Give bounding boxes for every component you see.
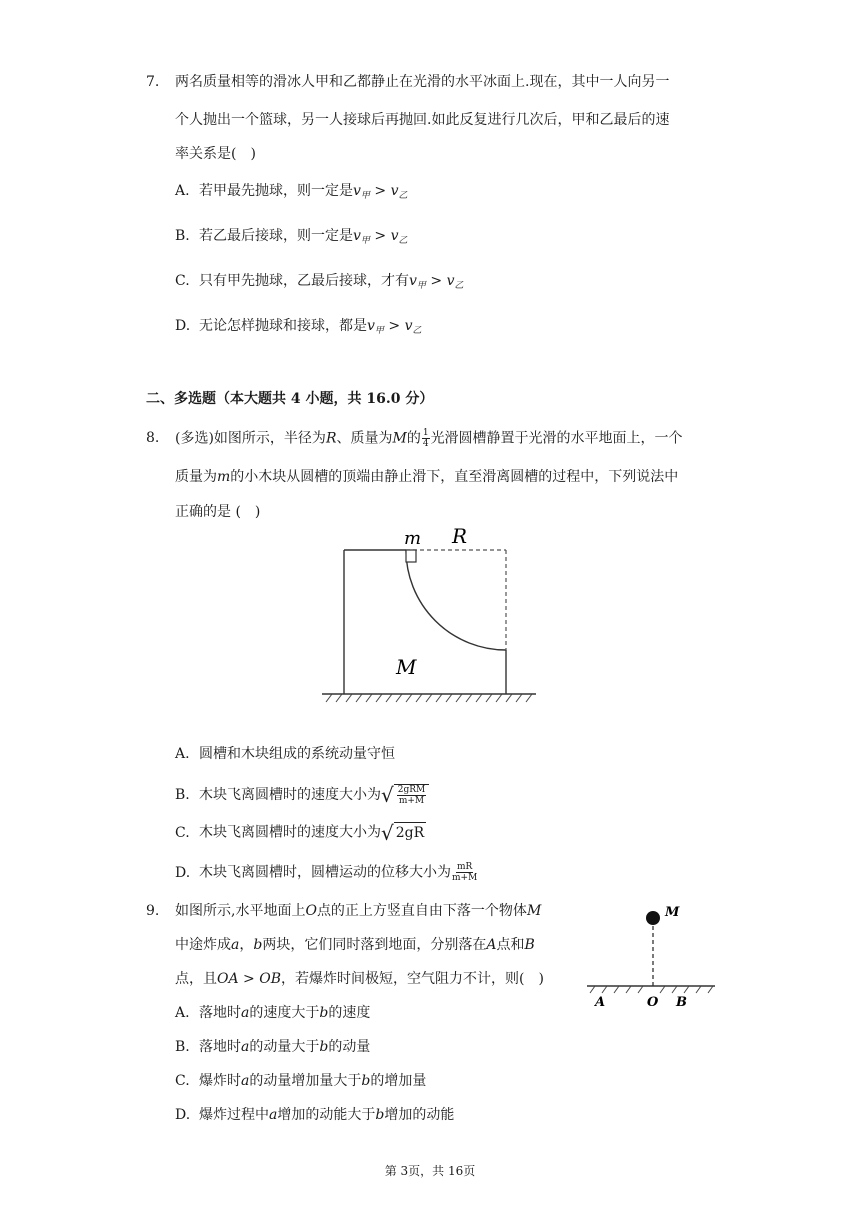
q9-option-a[interactable]: A. 落地时a的速度大于b的速度 xyxy=(175,1005,371,1021)
q8-option-d[interactable] xyxy=(175,862,478,883)
section-heading: 二、多选题（本大题共 4 小题，共 16.0 分） xyxy=(146,391,434,407)
fraction-expression: $\frac{mR}{m+M}$ xyxy=(452,862,478,883)
figure-label-R: R xyxy=(452,524,468,548)
figure-label-A: A xyxy=(595,995,606,1010)
option-label: A. xyxy=(175,183,190,199)
q7-option-a[interactable]: A. 若甲最先抛球，则一定是$v_甲 > v_乙$ xyxy=(175,183,408,201)
option-label: B. xyxy=(175,228,190,244)
option-text: 木块飞离圆槽时的速度大小为 xyxy=(199,787,381,803)
option-text: 木块飞离圆槽时，圆槽运动的位移大小为 xyxy=(199,864,451,881)
q7-number: 7. xyxy=(146,74,160,90)
option-label: C. xyxy=(175,824,190,841)
q8-option-a[interactable] xyxy=(175,744,395,764)
option-label: D. xyxy=(175,318,191,334)
option-label: C. xyxy=(175,273,190,289)
sqrt-expression: √ 2gR xyxy=(381,820,425,845)
option-label: D. xyxy=(175,864,191,881)
q9-line-1: 如图所示,水平地面上O点的正上方竖直自由下落一个物体M xyxy=(175,903,542,919)
q9-option-c[interactable]: C. 爆炸时a的动量增加量大于b的增加量 xyxy=(175,1073,427,1089)
q7-option-d[interactable]: D. 无论怎样抛球和接球，都是$v_甲 > v_乙$ xyxy=(175,318,422,336)
q8-option-b[interactable] xyxy=(175,784,429,806)
q9-option-b[interactable]: B. 落地时a的动量大于b的动量 xyxy=(175,1039,371,1055)
q7-line-2: 个人抛出一个篮球，另一人接球后再抛回.如此反复进行几次后，甲和乙最后的速 xyxy=(175,112,670,128)
option-text: 若甲最先抛球，则一定是 xyxy=(199,183,353,199)
option-label: A. xyxy=(175,746,190,762)
figure-label-O: O xyxy=(647,995,659,1010)
q8-line-1: (多选)如图所示，半径为R、质量为M的 $\frac{1}{4}$ 光滑圆槽静置于光滑的水平地面上，一个 xyxy=(175,428,683,449)
figure-label-B: B xyxy=(676,995,687,1010)
q9-line-3: 点，且OA > OB，若爆炸时间极短，空气阻力不计，则( ) xyxy=(175,971,544,987)
q8-line-3: 正确的是 ( ) xyxy=(175,504,261,520)
q9-option-d[interactable]: D. 爆炸过程中a增加的动能大于b增加的动能 xyxy=(175,1107,455,1123)
q8-figure xyxy=(318,524,542,704)
sqrt-expression: √ $\frac{\text{2gRM}}{m+M}$ xyxy=(381,784,429,806)
option-text: 若乙最后接球，则一定是 xyxy=(199,228,353,244)
page-footer: 第 3页，共 16页 xyxy=(384,1164,476,1178)
q7-option-b[interactable]: B. 若乙最后接球，则一定是$v_甲 > v_乙$ xyxy=(175,228,408,246)
q8-number: 8. xyxy=(146,430,160,446)
q8-line-2: 质量为m的小木块从圆槽的顶端由静止滑下，直至滑离圆槽的过程中，下列说法中 xyxy=(175,469,679,485)
q9-number: 9. xyxy=(146,903,160,919)
q7-line-3: 率关系是( ) xyxy=(175,146,256,162)
option-text: 无论怎样抛球和接球，都是 xyxy=(199,318,367,334)
q7-option-c[interactable]: C. 只有甲先抛球，乙最后接球，才有$v_甲 > v_乙$ xyxy=(175,273,464,291)
figure-label-M: M xyxy=(396,655,417,679)
q9-line-2: 中途炸成a，b两块，它们同时落到地面，分别落在A点和B xyxy=(175,937,535,953)
q7-line-1: 两名质量相等的滑冰人甲和乙都静止在光滑的水平冰面上.现在，其中一人向另一 xyxy=(175,74,670,90)
figure-label-m: m xyxy=(404,528,422,549)
figure-label-M: M xyxy=(665,905,680,920)
option-label: B. xyxy=(175,787,190,803)
option-text: 木块飞离圆槽时的速度大小为 xyxy=(199,824,381,841)
option-text: 圆槽和木块组成的系统动量守恒 xyxy=(199,746,395,762)
q9-figure xyxy=(585,898,720,1008)
q8-option-c[interactable] xyxy=(175,822,426,843)
option-text: 只有甲先抛球，乙最后接球，才有 xyxy=(199,273,409,289)
one-quarter-fraction: $\frac{1}{4}$ xyxy=(422,428,429,449)
